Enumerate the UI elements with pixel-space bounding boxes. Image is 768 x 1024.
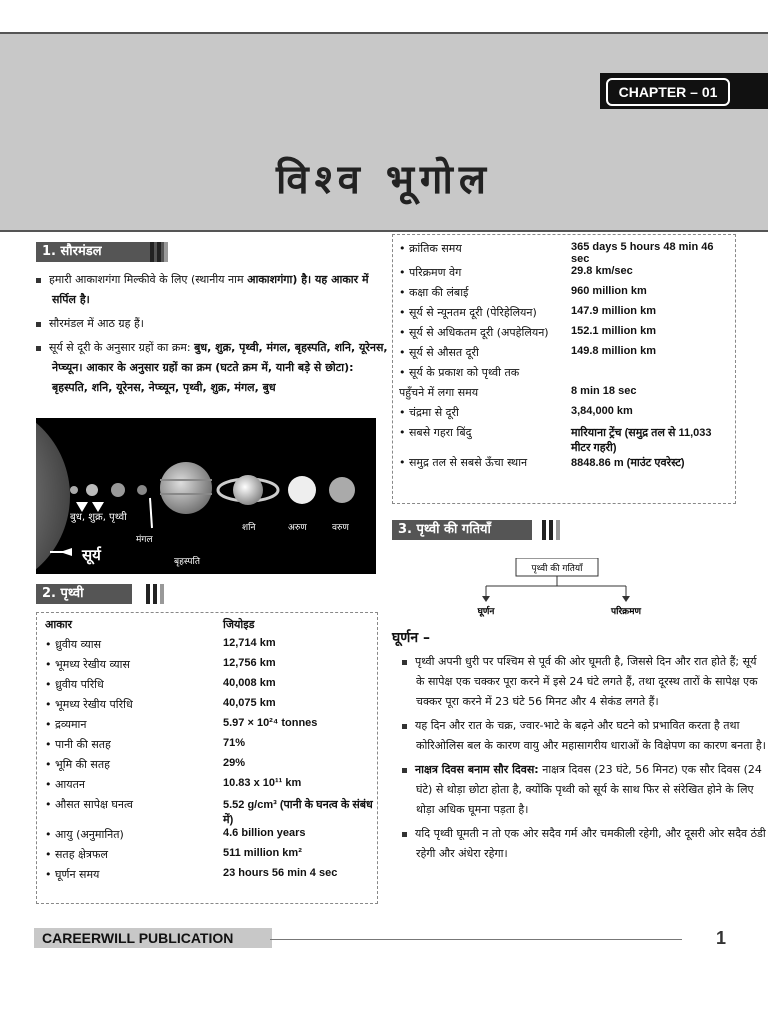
row-value: 152.1 million km	[571, 325, 656, 337]
row-label: • सतह क्षेत्रफल	[45, 848, 108, 861]
row-label: • औसत सापेक्ष घनत्व	[45, 798, 133, 811]
row-value: 4.6 billion years	[223, 827, 306, 839]
table-row	[399, 425, 733, 455]
table-row	[399, 455, 733, 475]
row-value: 5.97 × 10²⁴ tonnes	[223, 717, 318, 729]
row-value: 12,714 km	[223, 637, 276, 649]
rotation-title: घूर्णन –	[392, 630, 431, 646]
diagram-revolution: परिक्रमण	[611, 607, 641, 617]
table-row	[45, 867, 375, 887]
solar-system-image	[36, 418, 376, 574]
row-label: • सबसे गहरा बिंदु	[399, 426, 472, 439]
row-value: 5.52 g/cm³ (पानी के घनत्व के संबंध में)	[223, 799, 373, 826]
row-value	[571, 365, 733, 385]
row-label: • कक्षा की लंबाई	[399, 286, 469, 299]
section-2-bars	[146, 584, 167, 604]
table-row	[399, 265, 733, 285]
section-3-heading: 3. पृथ्वी की गतियाँ	[392, 520, 532, 540]
row-label: • द्रव्यमान	[45, 718, 87, 731]
list-item: पृथ्वी अपनी धुरी पर पश्चिम से पूर्व की ओर घूमती है, जिससे दिन और रात होते हैं; सूर्य के सापेक्ष एक चक्कर पूरा करने में इसे 24 घंटे लगते हैं, तथा दूरस्थ तारों के सापेक्ष एक चक्कर पूरा करने में 23 घंटे 56 मिनट और 4 सेकंड लगते हैं।	[392, 652, 768, 712]
section-1-list	[36, 270, 388, 402]
uranus-label: अरुण	[288, 523, 307, 533]
list-item: नाक्षत्र दिवस बनाम सौर दिवस: नाक्षत्र दिवस (23 घंटे, 56 मिनट) एक सौर दिवस (24 घंटे) से थोड़ा छोटा होता है, क्योंकि पृथ्वी को सूर्य के साथ फिर से संरेखित होने के लिए थोड़ा अधिक घूमना पड़ता है।	[392, 760, 768, 820]
table-row	[45, 737, 375, 757]
earth-orbit-facts	[392, 234, 736, 504]
row-value: 147.9 million km	[571, 305, 656, 317]
table-row	[399, 325, 733, 345]
earth-facts-table	[36, 612, 378, 904]
footer-divider	[270, 939, 682, 940]
table-row	[399, 365, 733, 385]
publisher-label: CAREERWILL PUBLICATION	[34, 928, 272, 948]
list-item: यह दिन और रात के चक्र, ज्वार-भाटे के बढ़ने और घटने को प्रभावित करता है तथा कोरिओलिस बल के कारण वायु और महासागरीय धाराओं के विक्षेपण का कारण बनता है।	[392, 716, 768, 756]
row-value: 8 min 18 sec	[571, 385, 637, 397]
saturn-label: शनि	[242, 523, 256, 533]
mars-label: मंगल	[136, 535, 153, 545]
row-value: 29.8 km/sec	[571, 265, 633, 277]
row-label: • सूर्य से अधिकतम दूरी (अपहेलियन)	[399, 326, 549, 339]
row-label: • सूर्य से न्यूनतम दूरी (पेरिहेलियन)	[399, 306, 537, 319]
row-label: • ध्रुवीय व्यास	[45, 638, 102, 651]
table-row	[45, 797, 375, 827]
row-value: 10.83 x 10¹¹ km	[223, 777, 302, 789]
table-row	[45, 677, 375, 697]
row-value: 149.8 million km	[571, 345, 656, 357]
sun-label: सूर्य	[82, 546, 101, 564]
diagram-root: पृथ्वी की गतियाँ	[531, 564, 583, 574]
row-label: • पानी की सतह	[45, 738, 111, 751]
col-head-size: आकार	[45, 618, 73, 631]
row-value: 40,008 km	[223, 677, 276, 689]
earth-table	[45, 617, 375, 887]
col-head-geoid: जियोइड	[223, 618, 255, 631]
row-label: • आयु (अनुमानित)	[45, 828, 124, 841]
row-value: 23 hours 56 min 4 sec	[223, 867, 338, 879]
table-row	[399, 385, 733, 405]
chapter-label: CHAPTER – 01	[606, 78, 730, 106]
row-label: • भूमध्य रेखीय परिधि	[45, 698, 133, 711]
solar-system-illustration	[36, 418, 376, 574]
row-value: 3,84,000 km	[571, 405, 633, 417]
rotation-list	[392, 652, 768, 868]
row-value: 12,756 km	[223, 657, 276, 669]
row-label: • ध्रुवीय परिधि	[45, 678, 104, 691]
row-label: • घूर्णन समय	[45, 868, 100, 881]
saturn-shape	[233, 475, 263, 505]
diagram-rotation: घूर्णन	[477, 607, 495, 617]
table-row	[45, 657, 375, 677]
row-value: 8848.86 m (माउंट एवरेस्ट)	[571, 457, 685, 469]
earth-shape	[111, 483, 125, 497]
row-label: • आयतन	[45, 778, 85, 791]
table-header-row	[45, 617, 375, 637]
inner-planets-label: बुध, शुक्र, पृथ्वी	[70, 512, 127, 523]
table-row	[45, 757, 375, 777]
mercury-shape	[70, 486, 78, 494]
section-1-bars	[150, 242, 171, 262]
row-label: • परिक्रमण वेग	[399, 266, 462, 279]
table-row	[399, 345, 733, 365]
table-row	[45, 717, 375, 737]
list-item: हमारी आकाशगंगा मिल्कीवे के लिए (स्थानीय नाम आकाशगंगा) है। यह आकार में सर्पिल है।	[36, 270, 388, 310]
table-row	[45, 847, 375, 867]
page-number: 1	[716, 928, 727, 948]
mars-shape	[137, 485, 147, 495]
section-1-heading: 1. सौरमंडल	[36, 242, 164, 262]
uranus-shape	[288, 476, 316, 504]
neptune-shape	[329, 477, 355, 503]
jupiter-shape	[160, 462, 212, 514]
list-item: सूर्य से दूरी के अनुसार ग्रहों का क्रम: बुध, शुक्र, पृथ्वी, मंगल, बृहस्पति, शनि, यूरेनस, नेप्च्यून। आकार के अनुसार ग्रहों का क्रम (घटते क्रम में, यानी बड़े से छोटा): बृहस्पति, शनि, यूरेनस, नेप्च्यून, पृथ्वी, शुक्र, मंगल, बुध	[36, 338, 388, 398]
table-row	[399, 285, 733, 305]
earth-motions-diagram	[470, 558, 680, 620]
page-title: विश्व भूगोल	[276, 157, 492, 203]
row-value: 29%	[223, 757, 246, 769]
table-row	[45, 637, 375, 657]
row-label: • चंद्रमा से दूरी	[399, 406, 459, 419]
orbit-table	[399, 241, 733, 475]
row-label: • सूर्य के प्रकाश को पृथ्वी तक	[399, 366, 520, 379]
table-row	[45, 827, 375, 847]
table-row	[399, 241, 733, 265]
row-label: • समुद्र तल से सबसे ऊँचा स्थान	[399, 456, 528, 469]
row-label: • सूर्य से औसत दूरी	[399, 346, 479, 359]
table-row	[399, 405, 733, 425]
row-label: • क्रांतिक समय	[399, 242, 462, 255]
row-label: पहुँचने में लगा समय	[399, 386, 479, 399]
row-label: • भूमि की सतह	[45, 758, 110, 771]
row-value: मारियाना ट्रेंच (समुद्र तल से 11,033 मीटर गहरी)	[571, 427, 712, 454]
table-row	[45, 777, 375, 797]
list-item: सौरमंडल में आठ ग्रह हैं।	[36, 314, 388, 334]
jupiter-label: बृहस्पति	[174, 557, 200, 567]
venus-shape	[86, 484, 98, 496]
row-value: 40,075 km	[223, 697, 276, 709]
section-3-bars	[542, 520, 563, 540]
table-row	[45, 697, 375, 717]
list-item: यदि पृथ्वी घूमती न तो एक ओर सदैव गर्म और चमकीली रहेगी, और दूसरी ओर सदैव ठंडी रहेगी और अंधेरा रहेगा।	[392, 824, 768, 864]
neptune-label: वरुण	[332, 523, 349, 533]
row-value: 960 million km	[571, 285, 647, 297]
row-value: 511 million km²	[223, 847, 302, 859]
section-2-heading: 2. पृथ्वी	[36, 584, 132, 604]
row-label: • भूमध्य रेखीय व्यास	[45, 658, 130, 671]
row-value: 365 days 5 hours 48 min 46 sec	[571, 241, 714, 265]
table-row	[399, 305, 733, 325]
row-value: 71%	[223, 737, 246, 749]
